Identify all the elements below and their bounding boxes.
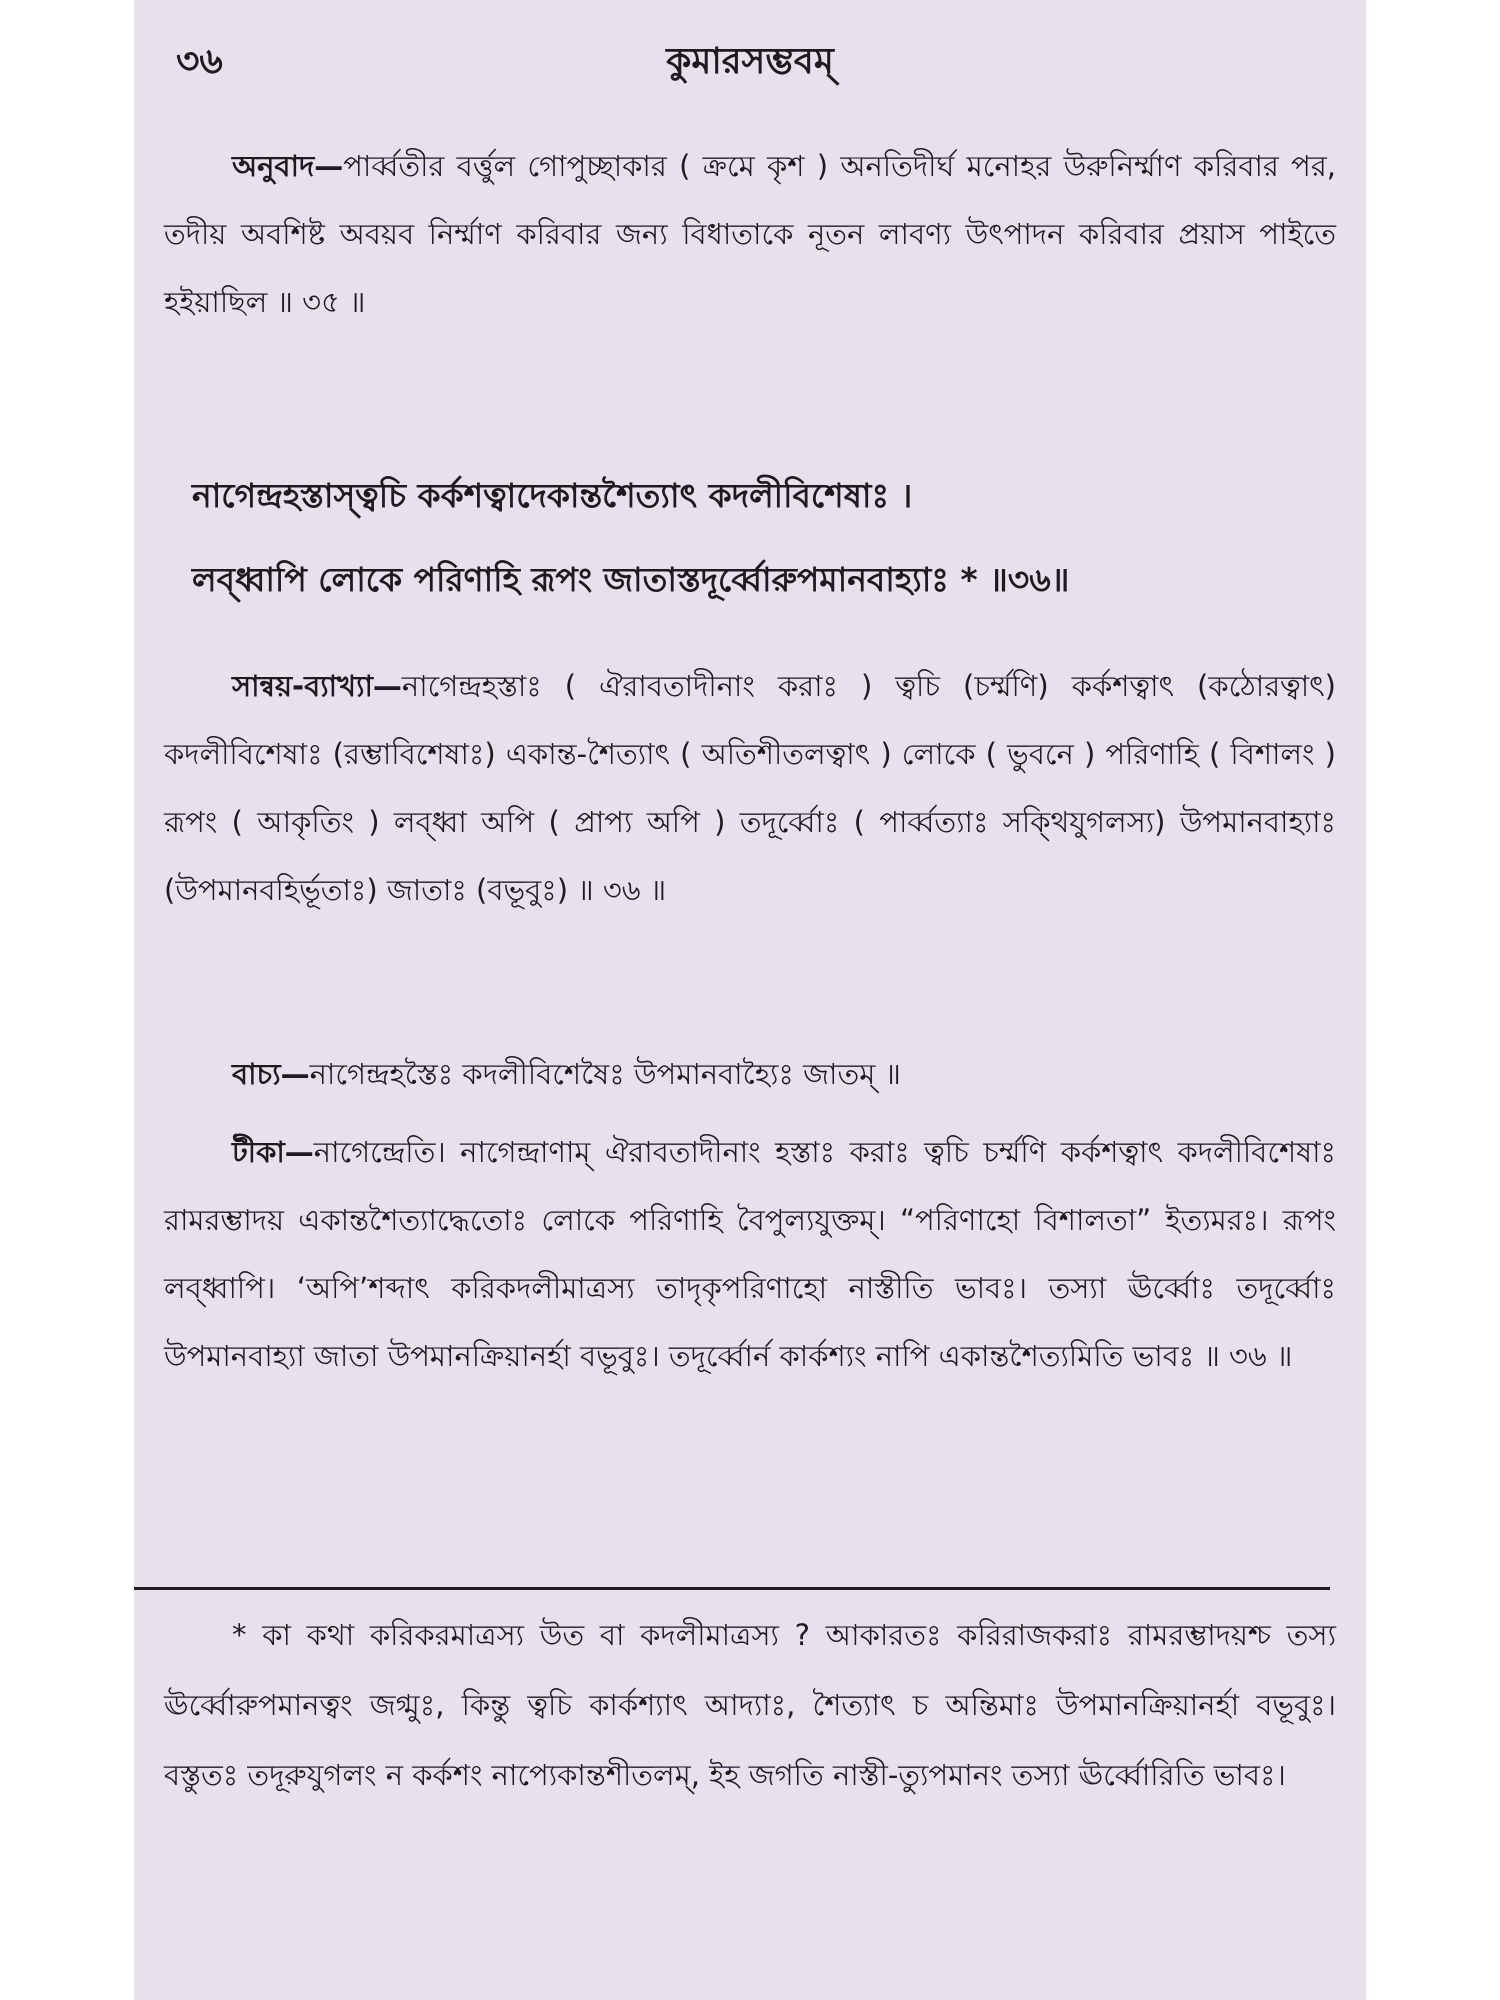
translation-paragraph	[164, 132, 1336, 336]
commentary-text: নাগেন্দ্রহস্তাঃ ( ঐরাবতাদীনাং করাঃ ) ত্বচি (চর্ম্মণি) কর্কশত্বাৎ (কঠোরত্বাৎ) কদলীবিশেষাঃ (রম্ভাবিশেষাঃ) একান্ত-শৈত্যাৎ ( অতিশীতলত্বাৎ ) লোকে ( ভুবনে ) পরিণাহি ( বিশালং ) রূপং ( আকৃতিং ) লব্ধ্বা অপি ( প্রাপ্য অপি ) তদূর্ব্বোঃ ( পার্ব্বত্যাঃ সক্থিযুগলস্য) উপমানবাহ্যাঃ (উপমানবহির্ভূতাঃ) জাতাঃ (বভূবুঃ) ॥ ৩৬ ॥	[164, 669, 1336, 907]
vachya-text: নাগেন্দ্রহস্তৈঃ কদলীবিশেষৈঃ উপমানবাহ্যৈঃ জাতম্ ॥	[309, 1057, 901, 1091]
vachya-label: বাচ্য—	[232, 1057, 310, 1091]
verse-block	[192, 454, 1336, 622]
translation-text: পার্ব্বতীর বর্ত্তুল গোপুচ্ছাকার ( ক্রমে কৃশ ) অনতিদীর্ঘ মনোহর উরুনির্ম্মাণ করিবার পর, তদীয় অবশিষ্ট অবয়ব নির্ম্মাণ করিবার জন্য বিধাতাকে নূতন লাবণ্য উৎপাদন করিবার প্রয়াস পাইতে হইয়াছিল ॥ ৩৫ ॥	[164, 149, 1336, 319]
book-page	[134, 0, 1366, 2000]
commentary-paragraph	[164, 652, 1336, 924]
commentary-label: সান্বয়-ব্যাখ্যা—	[232, 669, 402, 703]
verse-line-1: নাগেন্দ্রহস্তাস্ত্বচি কর্কশত্বাদেকান্তশৈত্যাৎ কদলীবিশেষাঃ ।	[192, 476, 913, 515]
footnote-divider	[134, 1587, 1330, 1590]
tika-paragraph	[164, 1118, 1336, 1390]
running-title: কুমারসম্ভবম্	[666, 41, 834, 82]
verse-line-2: লব্ধ্বাপি লোকে পরিণাহি রূপং জাতাস্তদূর্ব্বোরুপমানবাহ্যাঃ * ॥৩৬॥	[192, 560, 1070, 599]
tika-label: টীকা—	[232, 1135, 314, 1169]
translation-label: অনুবাদ—	[232, 149, 344, 183]
footnote-paragraph: * কা কথা করিকরমাত্রস্য উত বা কদলীমাত্রস্য ? আকারতঃ করিরাজকরাঃ রামরম্ভাদয়শ্চ তস্য ঊর্ব্বোরুপমানত্বং জগ্মুঃ, কিন্তু ত্বচি কার্কশ্যাৎ আদ্যাঃ, শৈত্যাৎ চ অন্তিমাঃ উপমানক্রিয়ানর্হা বভূবুঃ। বস্তুতঃ তদূরুযুগলং ন কর্কশং নাপ্যেকান্তশীতলম্, ইহ জগতি নাস্তী-ত্যুপমানং তস্যা ঊর্ব্বোরিতি ভাবঃ।	[164, 1618, 1336, 1792]
tika-text: নাগেন্দ্রেতি। নাগেন্দ্রাণাম্ ঐরাবতাদীনাং হস্তাঃ করাঃ ত্বচি চর্ম্মণি কর্কশত্বাৎ কদলীবিশেষাঃ রামরম্ভাদয় একান্তশৈত্যাদ্ধেতোঃ লোকে পরিণাহি বৈপুল্যযুক্তম্। “পরিণাহো বিশালতা” ইত্যমরঃ। রূপং লব্ধ্বাপি। ‘অপি’শব্দাৎ করিকদলীমাত্রস্য তাদৃকৃপরিণাহো নাস্তীতি ভাবঃ। তস্যা ঊর্ব্বোঃ তদূর্ব্বোঃ উপমানবাহ্যা জাতা উপমানক্রিয়ানর্হা বভূবুঃ। তদূর্ব্বোর্ন কার্কশ্যং নাপি একান্তশৈত্যমিতি ভাবঃ ॥ ৩৬ ॥	[164, 1135, 1336, 1373]
page-number: ৩৬	[176, 41, 223, 82]
vachya-paragraph	[164, 1040, 1336, 1108]
